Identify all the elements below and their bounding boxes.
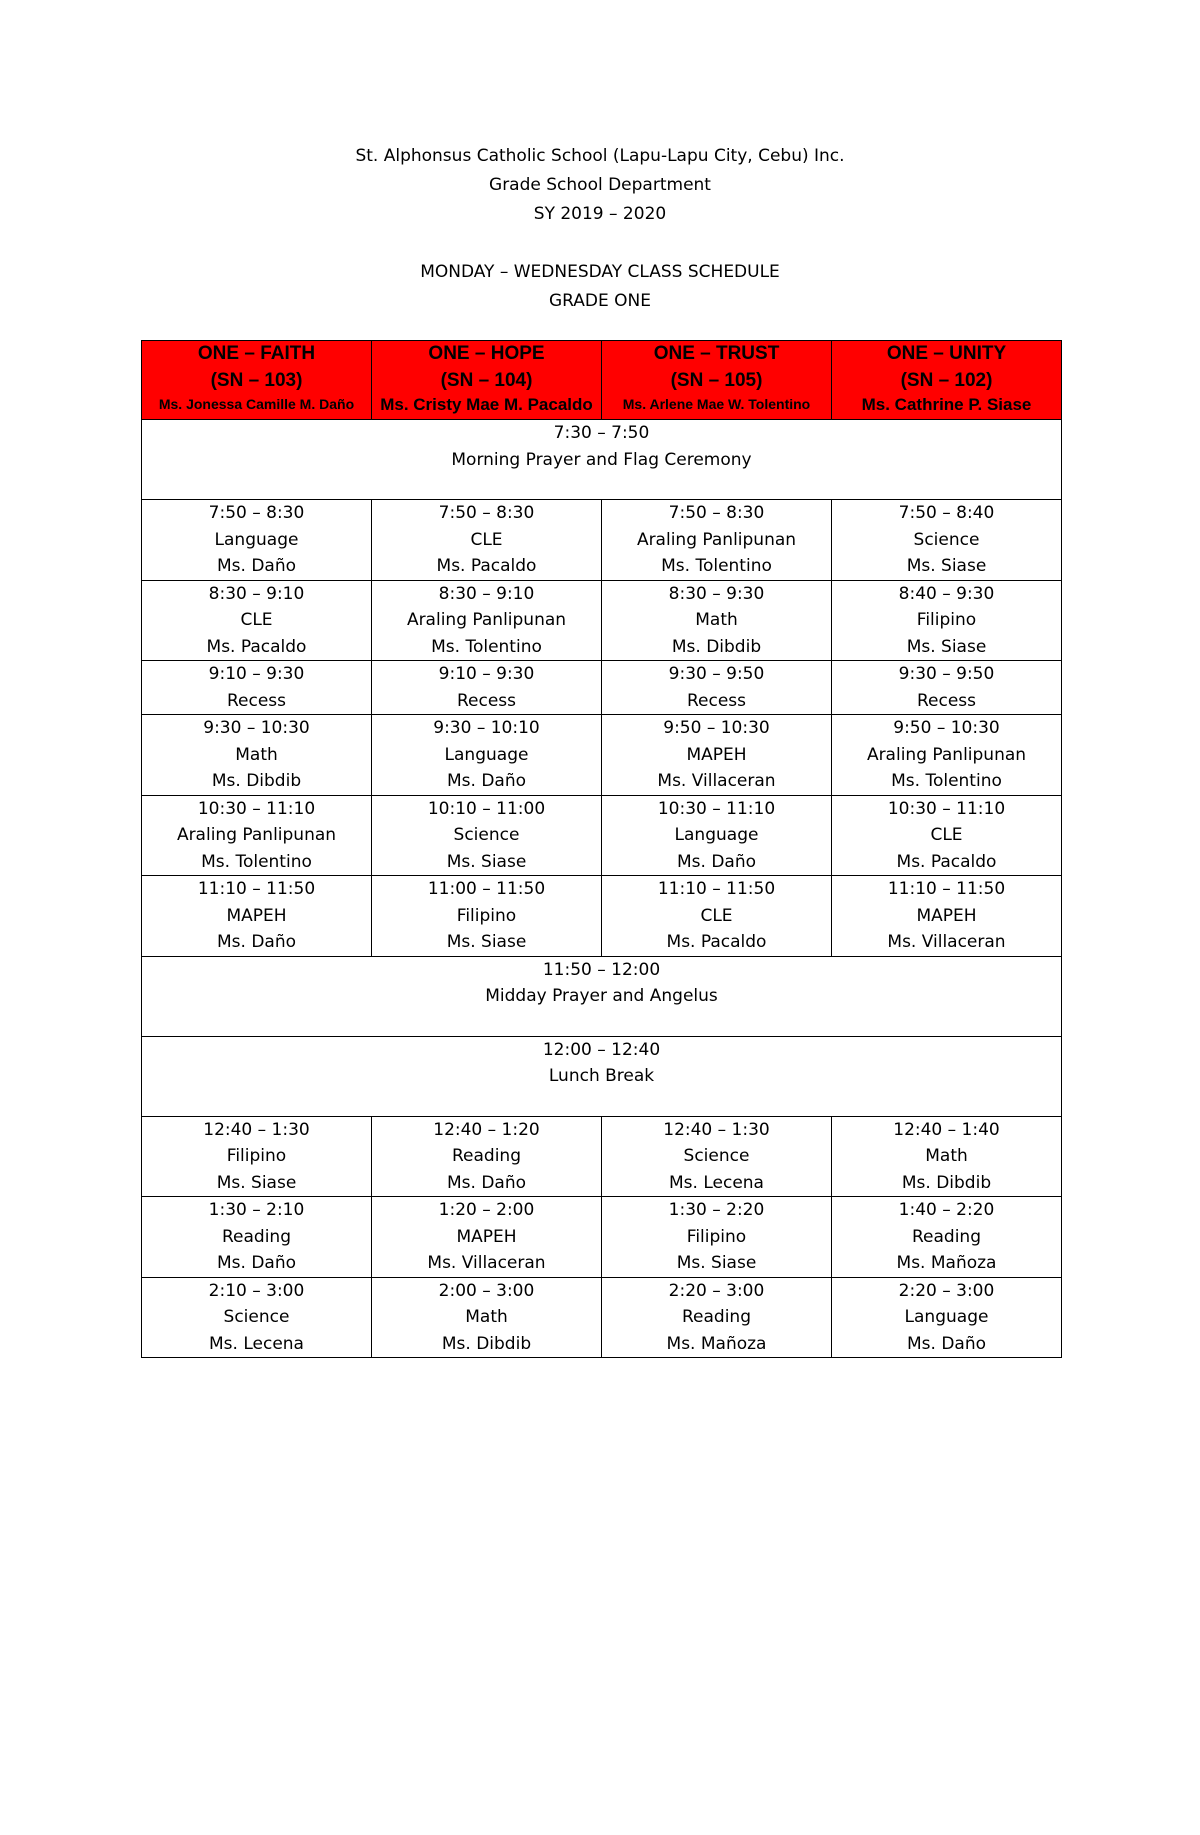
period-subject: Recess	[686, 690, 747, 711]
schedule-cell	[142, 795, 372, 876]
period-time: 8:40 – 9:30	[898, 583, 995, 604]
period-time: 12:40 – 1:40	[893, 1119, 1000, 1140]
period-teacher: Ms. Siase	[906, 556, 987, 576]
period-time: 11:10 – 11:50	[657, 879, 776, 899]
period-teacher: Ms. Pacaldo	[896, 851, 997, 872]
period-time: 9:30 – 9:50	[898, 664, 995, 684]
period-teacher: Ms. Daño	[446, 1172, 526, 1193]
period-time: 2:20 – 3:00	[668, 1280, 765, 1301]
period-teacher: Ms. Siase	[446, 932, 527, 952]
period-teacher: Ms. Mañoza	[666, 1333, 767, 1354]
schedule-row	[142, 1277, 1062, 1358]
period-teacher: Ms. Pacaldo	[206, 636, 307, 657]
schedule-row	[142, 1197, 1062, 1278]
period-teacher: Ms. Dibdib	[901, 1172, 992, 1193]
period-time: 1:30 – 2:20	[668, 1200, 765, 1220]
period-subject: Recess	[226, 690, 287, 711]
lunch-row	[142, 1036, 1062, 1116]
period-time: 12:40 – 1:30	[203, 1119, 310, 1140]
period-subject: Language	[904, 1307, 989, 1327]
period-time: 12:40 – 1:30	[663, 1119, 770, 1140]
period-teacher: Ms. Daño	[676, 851, 756, 872]
schedule-cell	[832, 795, 1062, 876]
period-subject: CLE	[470, 529, 503, 550]
period-time: 9:30 – 9:50	[668, 664, 765, 684]
period-subject: MAPEH	[226, 905, 287, 926]
schedule-cell	[832, 1277, 1062, 1358]
period-subject: Reading	[911, 1226, 981, 1247]
period-teacher: Ms. Lecena	[669, 1172, 764, 1193]
period-subject: Recess	[456, 690, 517, 711]
period-time: 12:40 – 1:20	[433, 1119, 540, 1140]
section-name: ONE – FAITH	[197, 343, 316, 364]
period-subject: Filipino	[456, 905, 517, 926]
midday-prayer-activity: Midday Prayer and Angelus	[485, 986, 718, 1006]
section-header-trust	[602, 341, 832, 420]
period-subject: Science	[683, 1146, 750, 1166]
period-time: 10:30 – 11:10	[657, 798, 776, 819]
period-time: 2:20 – 3:00	[898, 1280, 995, 1301]
schedule-cell	[602, 795, 832, 876]
schedule-cell	[832, 500, 1062, 581]
schedule-cell	[602, 500, 832, 581]
schedule-cell	[372, 715, 602, 796]
lunch-activity: Lunch Break	[548, 1066, 655, 1086]
section-adviser: Ms. Arlene Mae W. Tolentino	[622, 396, 811, 412]
school-name: St. Alphonsus Catholic School (Lapu-Lapu City, Cebu) Inc.	[355, 146, 845, 166]
schedule-cell	[602, 580, 832, 661]
schedule-cell	[372, 500, 602, 581]
schedule-cell	[372, 876, 602, 957]
period-teacher: Ms. Pacaldo	[436, 556, 537, 576]
section-room: (SN – 105)	[670, 369, 763, 391]
period-time: 2:10 – 3:00	[208, 1280, 305, 1301]
period-teacher: Ms. Mañoza	[896, 1253, 997, 1273]
period-subject: CLE	[240, 610, 273, 630]
period-subject: Araling Panlipunan	[866, 744, 1027, 765]
period-subject: Filipino	[686, 1226, 747, 1247]
section-header-hope	[372, 341, 602, 420]
schedule-cell	[832, 715, 1062, 796]
schedule-cell	[832, 580, 1062, 661]
header-spacer	[0, 229, 1200, 258]
recess-cell	[142, 661, 372, 715]
schedule-cell	[142, 500, 372, 581]
period-time: 8:30 – 9:10	[208, 583, 305, 604]
period-time: 10:10 – 11:00	[427, 798, 546, 819]
period-subject: Filipino	[226, 1146, 287, 1166]
period-teacher: Ms. Siase	[676, 1253, 757, 1273]
schedule-cell	[832, 1197, 1062, 1278]
period-subject: Math	[695, 610, 738, 630]
period-subject: Araling Panlipunan	[176, 825, 337, 845]
document-header	[0, 142, 1200, 316]
period-subject: Recess	[916, 690, 977, 711]
grade-level: GRADE ONE	[549, 291, 651, 311]
period-subject: CLE	[700, 905, 733, 926]
schedule-cell	[602, 876, 832, 957]
schedule-cell	[602, 1116, 832, 1197]
class-schedule-table	[141, 340, 1062, 1358]
section-header-faith	[142, 341, 372, 420]
period-subject: Science	[223, 1307, 290, 1327]
morning-prayer-row	[142, 420, 1062, 500]
period-subject: MAPEH	[916, 905, 977, 926]
period-time: 10:30 – 11:10	[197, 798, 316, 819]
period-time: 9:30 – 10:30	[203, 718, 310, 738]
schedule-row	[142, 1116, 1062, 1197]
lunch-time: 12:00 – 12:40	[542, 1039, 661, 1060]
period-time: 1:20 – 2:00	[438, 1200, 535, 1220]
period-time: 9:50 – 10:30	[893, 718, 1000, 738]
period-teacher: Ms. Siase	[216, 1172, 297, 1193]
period-subject: Filipino	[916, 610, 977, 630]
section-room: (SN – 102)	[900, 369, 993, 391]
period-teacher: Ms. Daño	[906, 1333, 986, 1354]
period-teacher: Ms. Villaceran	[427, 1253, 546, 1273]
schedule-cell	[372, 795, 602, 876]
period-subject: MAPEH	[456, 1226, 517, 1247]
schedule-row	[142, 500, 1062, 581]
schedule-row	[142, 795, 1062, 876]
period-subject: Reading	[221, 1226, 291, 1247]
period-subject: Araling Panlipunan	[636, 529, 797, 550]
school-year: SY 2019 – 2020	[533, 204, 667, 224]
schedule-cell	[142, 1277, 372, 1358]
morning-prayer-cell	[142, 420, 1062, 500]
period-time: 11:10 – 11:50	[197, 879, 316, 899]
period-teacher: Ms. Daño	[446, 771, 526, 791]
period-time: 9:50 – 10:30	[663, 718, 770, 738]
schedule-cell	[832, 1116, 1062, 1197]
department-name: Grade School Department	[489, 175, 711, 195]
midday-prayer-cell	[142, 956, 1062, 1036]
period-time: 8:30 – 9:10	[438, 583, 535, 604]
period-subject: Science	[453, 825, 520, 845]
schedule-cell	[832, 876, 1062, 957]
recess-cell	[832, 661, 1062, 715]
recess-cell	[372, 661, 602, 715]
period-subject: MAPEH	[686, 744, 747, 765]
schedule-row	[142, 876, 1062, 957]
schedule-title: MONDAY – WEDNESDAY CLASS SCHEDULE	[420, 262, 780, 282]
period-time: 9:30 – 10:10	[433, 718, 540, 738]
period-time: 1:40 – 2:20	[898, 1200, 995, 1220]
period-teacher: Ms. Villaceran	[657, 771, 776, 791]
section-room: (SN – 103)	[210, 369, 303, 391]
period-time: 8:30 – 9:30	[668, 583, 765, 604]
section-room: (SN – 104)	[440, 369, 533, 391]
schedule-cell	[142, 715, 372, 796]
period-subject: Language	[214, 529, 299, 550]
period-time: 11:00 – 11:50	[427, 879, 546, 899]
period-teacher: Ms. Dibdib	[671, 636, 762, 657]
period-subject: Reading	[681, 1307, 751, 1327]
schedule-cell	[372, 1277, 602, 1358]
period-time: 7:50 – 8:40	[898, 503, 995, 523]
period-teacher: Ms. Dibdib	[441, 1333, 532, 1354]
period-time: 7:50 – 8:30	[668, 503, 765, 523]
section-name: ONE – HOPE	[428, 343, 545, 364]
lunch-cell	[142, 1036, 1062, 1116]
section-adviser: Ms. Cathrine P. Siase	[861, 395, 1032, 414]
section-name: ONE – TRUST	[653, 343, 780, 364]
section-header-row	[142, 341, 1062, 420]
schedule-cell	[372, 580, 602, 661]
period-subject: Language	[674, 825, 759, 845]
period-subject: Language	[444, 744, 529, 765]
period-teacher: Ms. Daño	[216, 1253, 296, 1273]
section-header-unity	[832, 341, 1062, 420]
period-teacher: Ms. Siase	[906, 636, 987, 657]
midday-prayer-time: 11:50 – 12:00	[542, 959, 661, 980]
schedule-cell	[602, 715, 832, 796]
schedule-cell	[142, 876, 372, 957]
period-teacher: Ms. Villaceran	[887, 932, 1006, 952]
period-subject: Math	[925, 1146, 968, 1166]
period-time: 1:30 – 2:10	[208, 1200, 305, 1220]
period-teacher: Ms. Dibdib	[211, 771, 302, 791]
period-time: 9:10 – 9:30	[208, 664, 305, 684]
period-time: 9:10 – 9:30	[438, 664, 535, 684]
period-teacher: Ms. Siase	[446, 851, 527, 872]
period-teacher: Ms. Tolentino	[431, 636, 542, 657]
midday-prayer-row	[142, 956, 1062, 1036]
morning-prayer-activity: Morning Prayer and Flag Ceremony	[451, 449, 752, 470]
recess-row	[142, 661, 1062, 715]
period-teacher: Ms. Daño	[216, 556, 296, 576]
period-subject: Science	[913, 529, 980, 550]
schedule-cell	[142, 580, 372, 661]
schedule-row	[142, 580, 1062, 661]
period-teacher: Ms. Tolentino	[891, 771, 1002, 791]
period-subject: Araling Panlipunan	[406, 610, 567, 630]
section-name: ONE – UNITY	[886, 343, 1007, 364]
schedule-row	[142, 715, 1062, 796]
period-subject: CLE	[930, 825, 963, 845]
period-time: 7:50 – 8:30	[438, 503, 535, 523]
recess-cell	[602, 661, 832, 715]
period-subject: Math	[465, 1307, 508, 1327]
schedule-cell	[142, 1197, 372, 1278]
period-teacher: Ms. Daño	[216, 932, 296, 952]
period-time: 11:10 – 11:50	[887, 879, 1006, 899]
morning-prayer-time: 7:30 – 7:50	[553, 423, 650, 443]
schedule-cell	[142, 1116, 372, 1197]
period-teacher: Ms. Lecena	[209, 1333, 304, 1354]
schedule-cell	[372, 1116, 602, 1197]
section-adviser: Ms. Cristy Mae M. Pacaldo	[380, 395, 593, 414]
schedule-cell	[602, 1197, 832, 1278]
period-subject: Math	[235, 744, 278, 765]
period-time: 10:30 – 11:10	[887, 798, 1006, 819]
period-subject: Reading	[451, 1146, 521, 1166]
section-adviser: Ms. Jonessa Camille M. Daño	[158, 396, 355, 412]
period-time: 2:00 – 3:00	[438, 1280, 535, 1301]
schedule-cell	[372, 1197, 602, 1278]
period-teacher: Ms. Tolentino	[201, 851, 312, 872]
period-teacher: Ms. Tolentino	[661, 556, 772, 576]
period-time: 7:50 – 8:30	[208, 503, 305, 523]
period-teacher: Ms. Pacaldo	[666, 932, 767, 952]
schedule-cell	[602, 1277, 832, 1358]
